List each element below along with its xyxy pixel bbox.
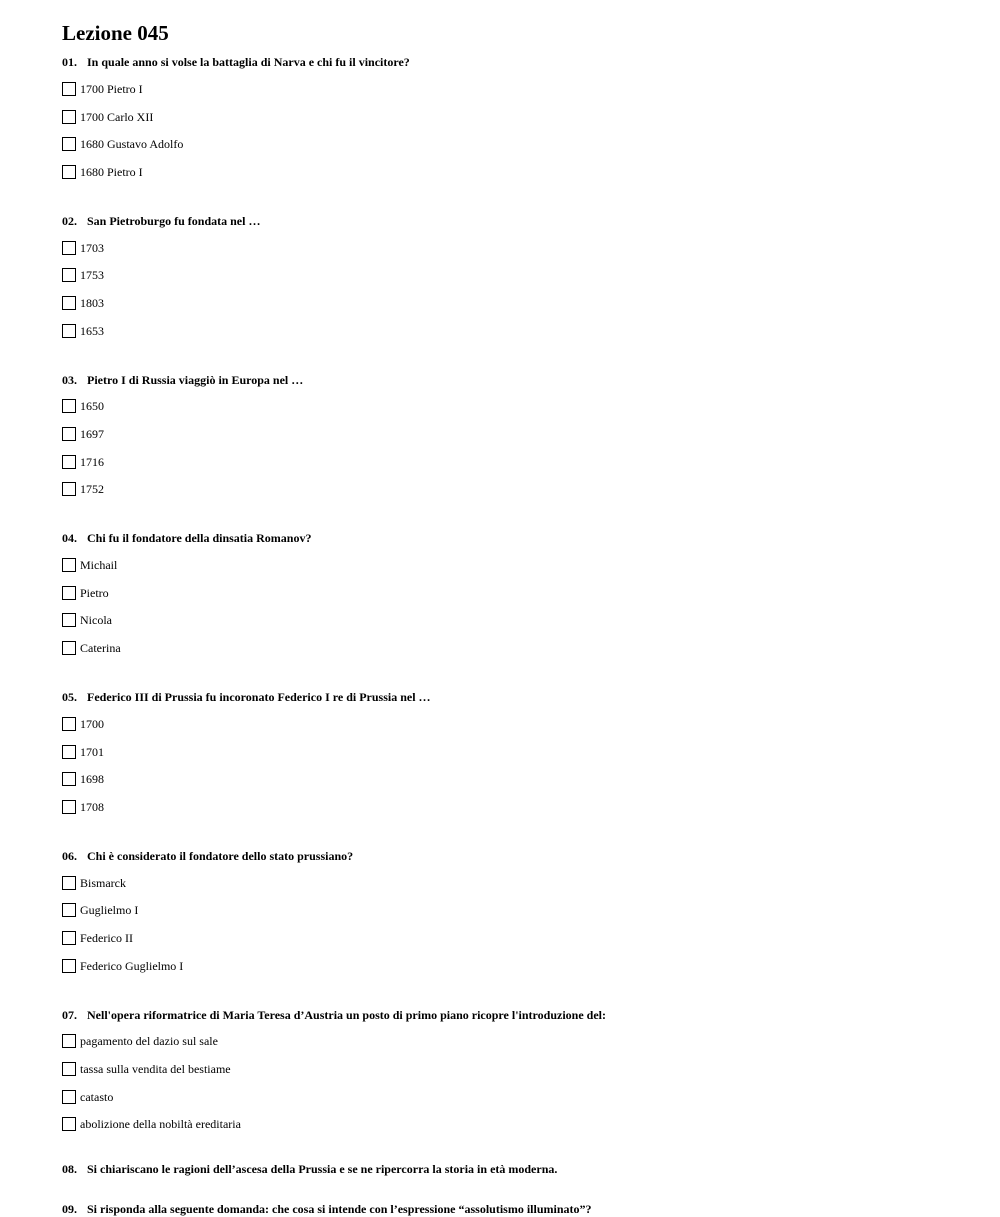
answer-option-label: abolizione della nobiltà ereditaria — [80, 1117, 241, 1132]
checkbox[interactable] — [62, 800, 76, 814]
checkbox[interactable] — [62, 613, 76, 627]
answer-options — [62, 234, 962, 345]
open-question-9 — [62, 1201, 962, 1217]
answer-option-label: Caterina — [80, 641, 121, 656]
question-number: 01. — [62, 55, 77, 69]
checkbox[interactable] — [62, 1062, 76, 1076]
question-number: 02. — [62, 213, 77, 228]
open-question-8 — [62, 1161, 962, 1177]
checkbox[interactable] — [62, 137, 76, 151]
answer-option[interactable] — [62, 261, 962, 289]
answer-option-label: Pietro — [80, 585, 109, 600]
page-title: Lezione 045 — [62, 21, 169, 45]
answer-option[interactable] — [62, 158, 962, 186]
answer-option[interactable] — [62, 130, 962, 158]
question-text — [62, 530, 962, 546]
checkbox[interactable] — [62, 110, 76, 124]
checkbox[interactable] — [62, 876, 76, 890]
question-label: In quale anno si volse la battaglia di Narva e chi fu il vincitore? — [87, 55, 410, 69]
question-list — [62, 54, 962, 1138]
answer-option-label: Bismarck — [80, 875, 126, 890]
question-text — [62, 54, 962, 70]
checkbox[interactable] — [62, 1034, 76, 1048]
answer-option[interactable] — [62, 924, 962, 952]
question-4 — [62, 530, 962, 662]
answer-option-label: tassa sulla vendita del bestiame — [80, 1062, 231, 1077]
answer-options — [62, 75, 962, 186]
checkbox[interactable] — [62, 1117, 76, 1131]
answer-options — [62, 710, 962, 821]
checkbox[interactable] — [62, 399, 76, 413]
question-label: Chi è considerato il fondatore dello stato prussiano? — [87, 848, 354, 863]
question-1 — [62, 54, 962, 186]
question-label: Si chiariscano le ragioni dell’ascesa della Prussia e se ne ripercorra la storia in età moderna. — [87, 1162, 558, 1177]
answer-option-label: 1700 — [80, 716, 104, 731]
answer-option-label: 1700 Pietro I — [80, 81, 143, 96]
checkbox[interactable] — [62, 296, 76, 310]
answer-option[interactable] — [62, 579, 962, 607]
question-label: Pietro I di Russia viaggiò in Europa nel … — [87, 372, 304, 387]
open-question-list — [62, 1161, 962, 1217]
answer-option-label: 1703 — [80, 240, 104, 255]
answer-option-label: 1716 — [80, 454, 104, 469]
question-number: 05. — [62, 690, 77, 704]
answer-option[interactable] — [62, 1028, 962, 1056]
answer-option[interactable] — [62, 1083, 962, 1111]
answer-option[interactable] — [62, 738, 962, 766]
answer-option[interactable] — [62, 710, 962, 738]
answer-option[interactable] — [62, 103, 962, 131]
checkbox[interactable] — [62, 931, 76, 945]
checkbox[interactable] — [62, 586, 76, 600]
answer-option[interactable] — [62, 75, 962, 103]
answer-options — [62, 1028, 962, 1139]
answer-option[interactable] — [62, 289, 962, 317]
question-number: 06. — [62, 848, 77, 863]
answer-option-label: Michail — [80, 558, 118, 573]
answer-option-label: 1701 — [80, 744, 104, 759]
answer-option-label: catasto — [80, 1089, 114, 1104]
answer-option[interactable] — [62, 896, 962, 924]
answer-option-label: 1803 — [80, 295, 104, 310]
checkbox[interactable] — [62, 82, 76, 96]
question-number: 07. — [62, 1007, 77, 1022]
answer-option[interactable] — [62, 607, 962, 635]
question-number: 09. — [62, 1202, 77, 1217]
checkbox[interactable] — [62, 165, 76, 179]
question-6 — [62, 848, 962, 980]
answer-option[interactable] — [62, 634, 962, 662]
answer-option[interactable] — [62, 234, 962, 262]
checkbox[interactable] — [62, 1090, 76, 1104]
answer-option-label: 1650 — [80, 399, 104, 414]
answer-options — [62, 393, 962, 504]
question-label: San Pietroburgo fu fondata nel … — [87, 213, 261, 228]
question-label: Federico III di Prussia fu incoronato Federico I re di Prussia nel … — [87, 690, 431, 704]
question-text — [62, 372, 962, 388]
checkbox[interactable] — [62, 324, 76, 338]
answer-option[interactable] — [62, 869, 962, 897]
question-number: 03. — [62, 372, 77, 387]
question-text — [62, 848, 962, 864]
answer-option[interactable] — [62, 1055, 962, 1083]
question-5 — [62, 689, 962, 821]
question-number: 04. — [62, 531, 77, 546]
answer-option[interactable] — [62, 476, 962, 504]
answer-option-label: Federico II — [80, 930, 133, 945]
answer-option[interactable] — [62, 420, 962, 448]
checkbox[interactable] — [62, 427, 76, 441]
checkbox[interactable] — [62, 772, 76, 786]
answer-option-label: 1708 — [80, 799, 104, 814]
answer-option-label: 1700 Carlo XII — [80, 109, 154, 124]
checkbox[interactable] — [62, 717, 76, 731]
answer-option-label: Federico Guglielmo I — [80, 958, 184, 973]
checkbox[interactable] — [62, 241, 76, 255]
answer-option-label: 1680 Pietro I — [80, 164, 143, 179]
answer-option-label: 1752 — [80, 482, 104, 497]
answer-options — [62, 551, 962, 662]
question-text — [62, 689, 962, 705]
answer-option-label: 1753 — [80, 268, 104, 283]
question-label: Si risponda alla seguente domanda: che cosa si intende con l’espressione “assolutismo illuminato”? — [87, 1202, 592, 1217]
question-7 — [62, 1007, 962, 1139]
answer-option[interactable] — [62, 1111, 962, 1139]
answer-option-label: 1680 Gustavo Adolfo — [80, 137, 184, 152]
answer-option-label: Nicola — [80, 613, 112, 628]
quiz-page — [62, 18, 962, 1217]
answer-option[interactable] — [62, 317, 962, 345]
checkbox[interactable] — [62, 641, 76, 655]
checkbox[interactable] — [62, 558, 76, 572]
checkbox[interactable] — [62, 482, 76, 496]
answer-option[interactable] — [62, 793, 962, 821]
question-label: Nell'opera riformatrice di Maria Teresa d’Austria un posto di primo piano ricopre l'introduzione del: — [87, 1007, 606, 1022]
answer-options — [62, 869, 962, 980]
answer-option[interactable] — [62, 448, 962, 476]
question-2 — [62, 213, 962, 345]
answer-option[interactable] — [62, 551, 962, 579]
answer-option-label: Guglielmo I — [80, 903, 139, 918]
question-3 — [62, 372, 962, 504]
answer-option[interactable] — [62, 765, 962, 793]
question-number: 08. — [62, 1162, 77, 1177]
answer-option-label: 1698 — [80, 772, 104, 787]
checkbox[interactable] — [62, 745, 76, 759]
checkbox[interactable] — [62, 903, 76, 917]
question-label: Chi fu il fondatore della dinsatia Romanov? — [87, 531, 312, 546]
question-text — [62, 213, 962, 229]
answer-option-label: pagamento del dazio sul sale — [80, 1034, 218, 1049]
answer-option-label: 1697 — [80, 427, 104, 442]
checkbox[interactable] — [62, 959, 76, 973]
answer-option[interactable] — [62, 952, 962, 980]
answer-option-label: 1653 — [80, 323, 104, 338]
checkbox[interactable] — [62, 455, 76, 469]
question-text — [62, 1007, 962, 1023]
checkbox[interactable] — [62, 268, 76, 282]
answer-option[interactable] — [62, 393, 962, 421]
